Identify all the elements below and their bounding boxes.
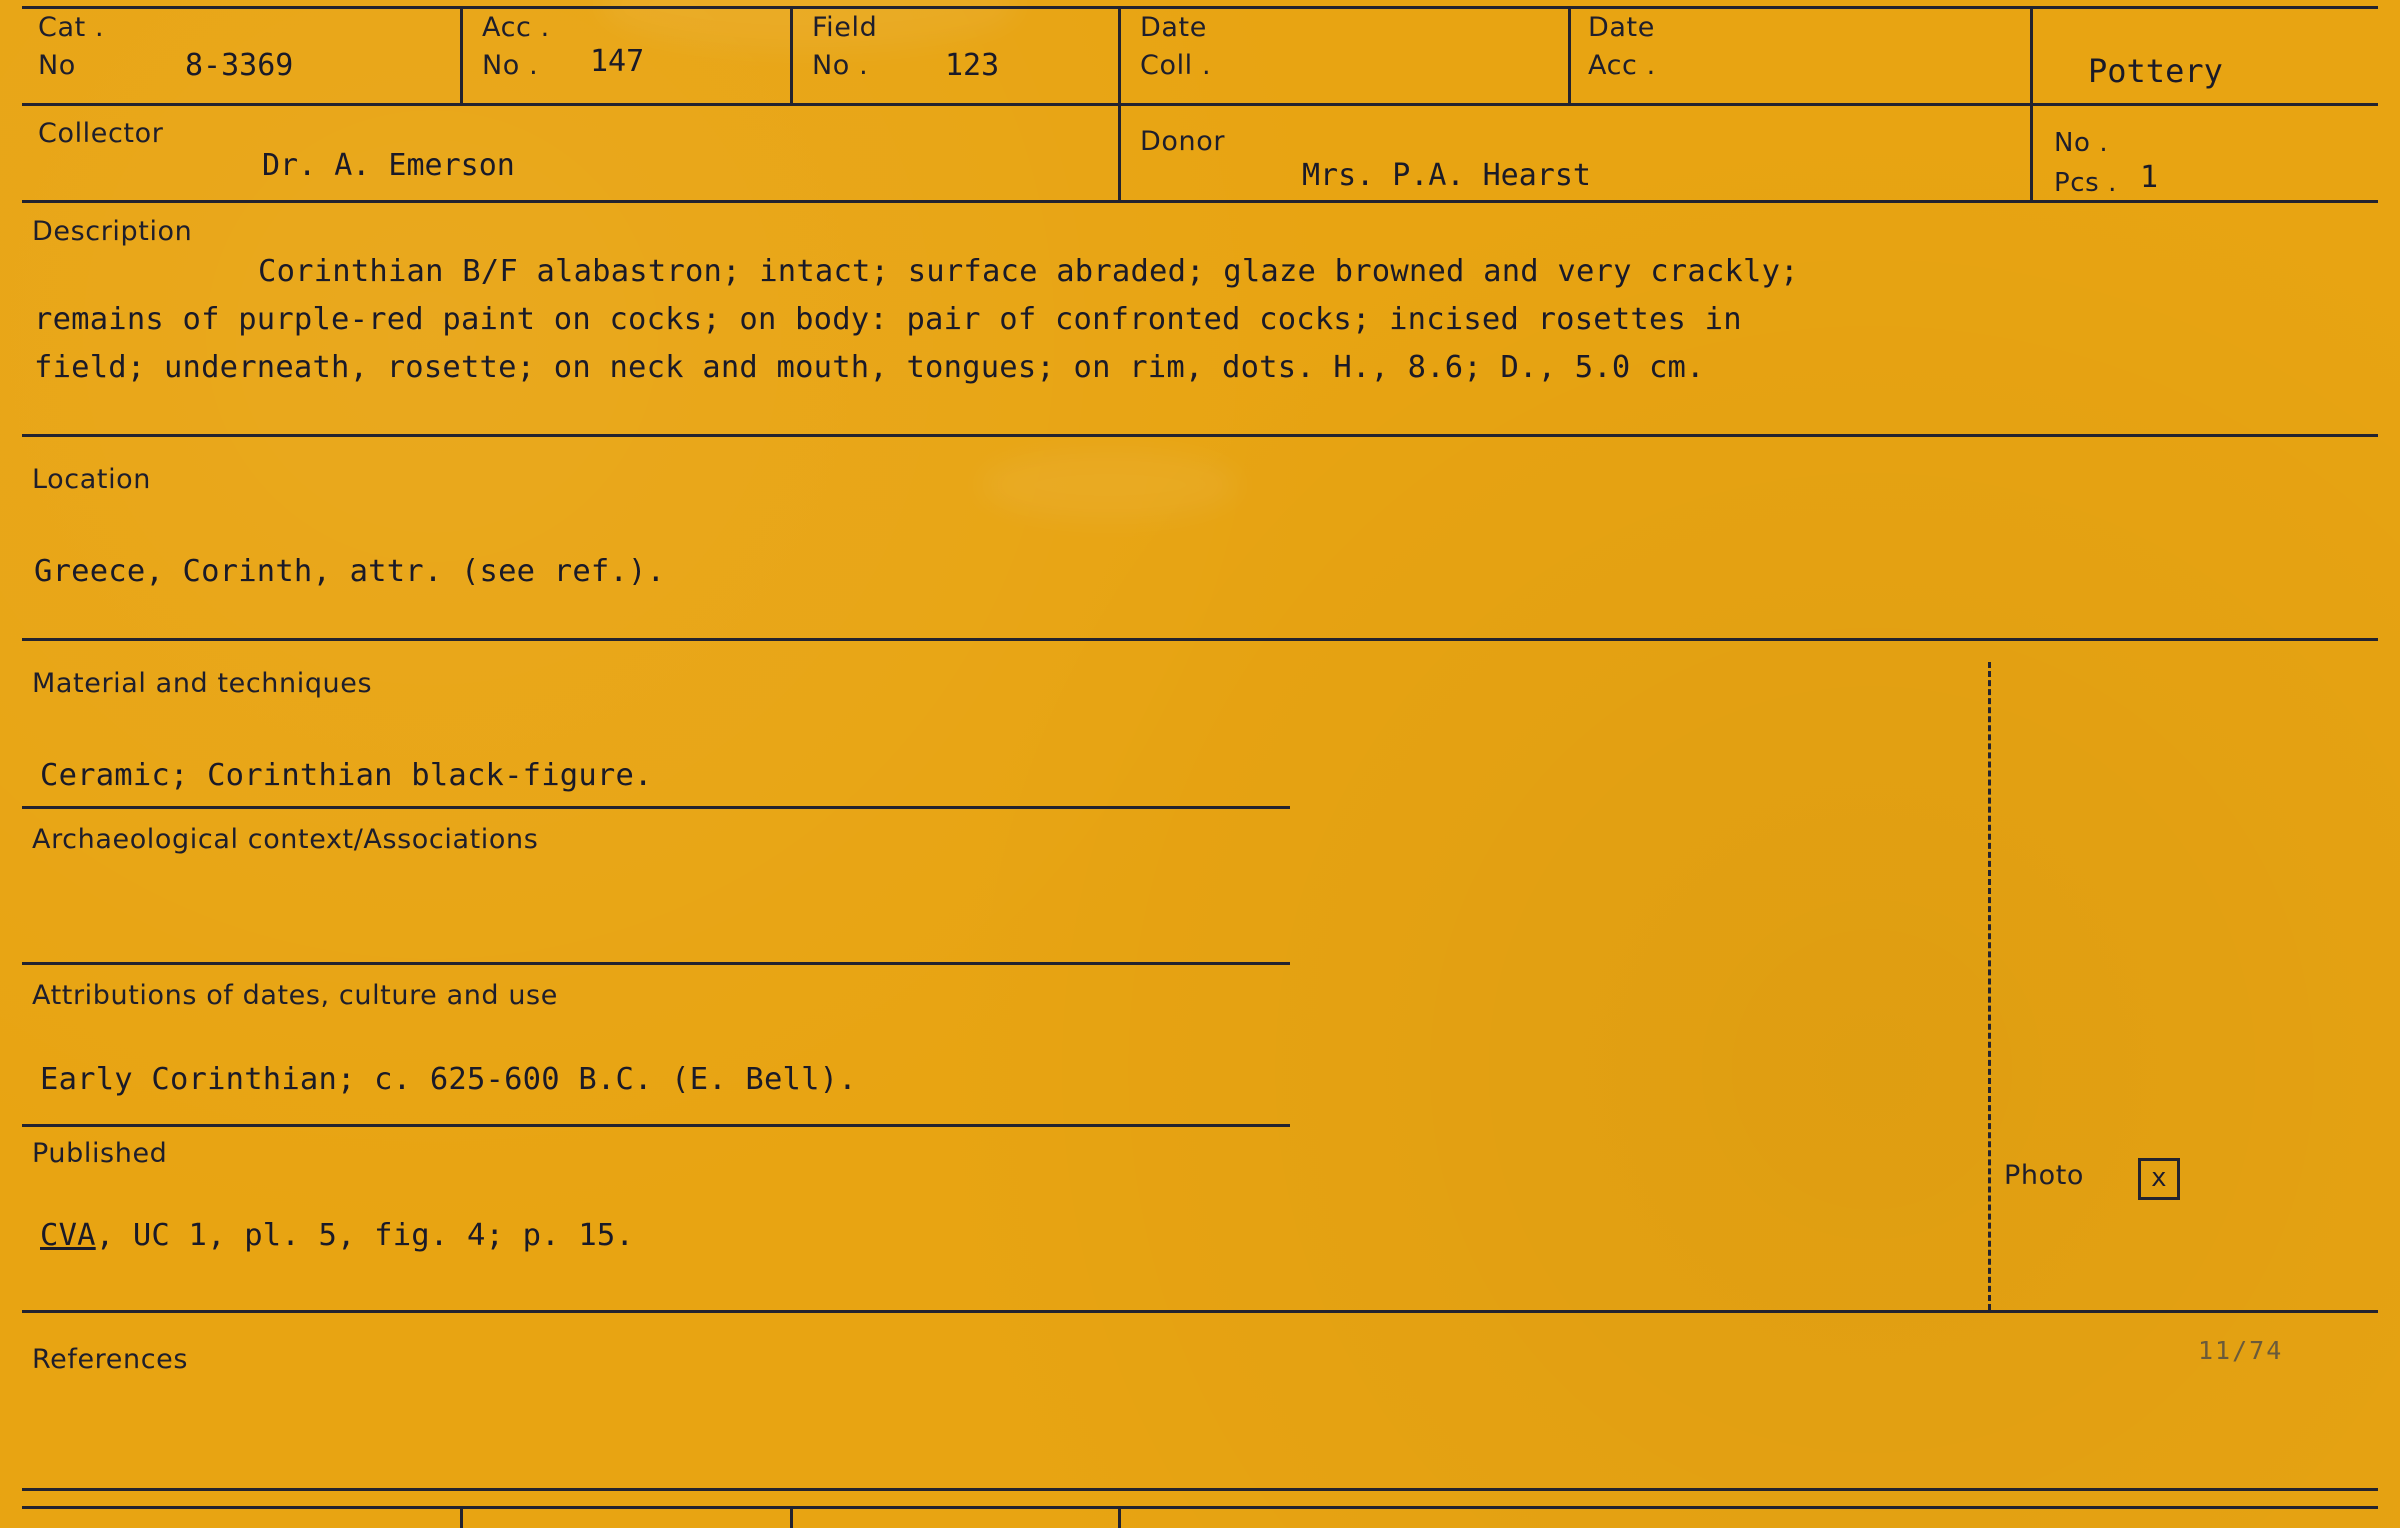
date-stamp: 11/74 (2198, 1336, 2284, 1365)
collector-label: Collector (38, 118, 164, 149)
rule-description-bottom (22, 434, 2378, 437)
collector-value: Dr. A. Emerson (262, 148, 515, 183)
cat-no-label-line1: Cat . (38, 12, 105, 43)
next-card-divider-3 (1118, 1506, 1121, 1528)
published-value-underlined: CVA (40, 1218, 96, 1253)
description-line-3: field; underneath, rosette; on neck and mouth, tongues; on rim, dots. H., 8.6; D., 5.0 cm. (34, 350, 1705, 385)
no-pcs-label-line2: Pcs . (2054, 168, 2118, 198)
cat-no-label-line2: No (38, 50, 76, 81)
no-pcs-value: 1 (2140, 160, 2159, 195)
divider-acc-field (790, 6, 793, 103)
rule-bottom-edge (22, 1488, 2378, 1491)
rule-material-bottom (22, 806, 1290, 809)
field-no-label-line1: Field (812, 12, 878, 43)
next-card-divider-2 (790, 1506, 793, 1528)
photo-label: Photo (2004, 1160, 2085, 1191)
divider-field-datecoll (1118, 6, 1121, 200)
attributions-value: Early Corinthian; c. 625-600 B.C. (E. Bell). (40, 1062, 857, 1097)
no-pcs-label-line1: No . (2054, 128, 2109, 158)
divider-cat-acc (460, 6, 463, 103)
date-acc-label-line2: Acc . (1588, 50, 1656, 81)
date-coll-label-line2: Coll . (1140, 50, 1212, 81)
date-coll-label-line1: Date (1140, 12, 1207, 43)
donor-value: Mrs. P.A. Hearst (1302, 158, 1591, 193)
date-acc-label-line1: Date (1588, 12, 1655, 43)
field-no-label-line2: No . (812, 50, 869, 81)
next-card-divider-1 (460, 1506, 463, 1528)
published-value-rest: , UC 1, pl. 5, fig. 4; p. 15. (95, 1218, 635, 1253)
rule-published-bottom (22, 1310, 2378, 1313)
acc-no-value: 147 (590, 44, 645, 79)
rule-location-bottom (22, 638, 2378, 641)
photo-checkbox[interactable]: x (2138, 1158, 2180, 1200)
location-label: Location (32, 464, 151, 495)
divider-datecoll-dateacc (1568, 6, 1571, 103)
context-label: Archaeological context/Associations (32, 824, 539, 855)
rule-context-bottom (22, 962, 1290, 965)
cat-no-value: 8-3369 (185, 48, 294, 83)
acc-no-label-line1: Acc . (482, 12, 550, 43)
published-label: Published (32, 1138, 168, 1169)
material-label: Material and techniques (32, 668, 373, 699)
paper-smudge (980, 450, 1240, 520)
references-label: References (32, 1344, 189, 1375)
acc-no-label-line2: No . (482, 50, 539, 81)
material-value: Ceramic; Corinthian black-figure. (40, 758, 653, 793)
rule-attributions-bottom (22, 1124, 1290, 1127)
location-value: Greece, Corinth, attr. (see ref.). (34, 554, 666, 589)
object-class-value: Pottery (2088, 52, 2223, 90)
divider-right-column (2030, 6, 2033, 200)
attributions-label: Attributions of dates, culture and use (32, 980, 558, 1011)
rule-header-bottom (22, 103, 2378, 106)
rule-top (22, 6, 2378, 9)
rule-second-row-bottom (22, 200, 2378, 203)
rule-next-card-top (22, 1506, 2378, 1509)
divider-photo-column (1988, 662, 1991, 1310)
field-no-value: 123 (945, 48, 1000, 83)
description-line-1: Corinthian B/F alabastron; intact; surface abraded; glaze browned and very crackly; (258, 254, 1799, 289)
published-value (40, 1212, 634, 1260)
description-label: Description (32, 216, 193, 247)
donor-label: Donor (1140, 126, 1226, 157)
description-line-2: remains of purple-red paint on cocks; on body: pair of confronted cocks; incised rosettes in (34, 302, 1742, 337)
